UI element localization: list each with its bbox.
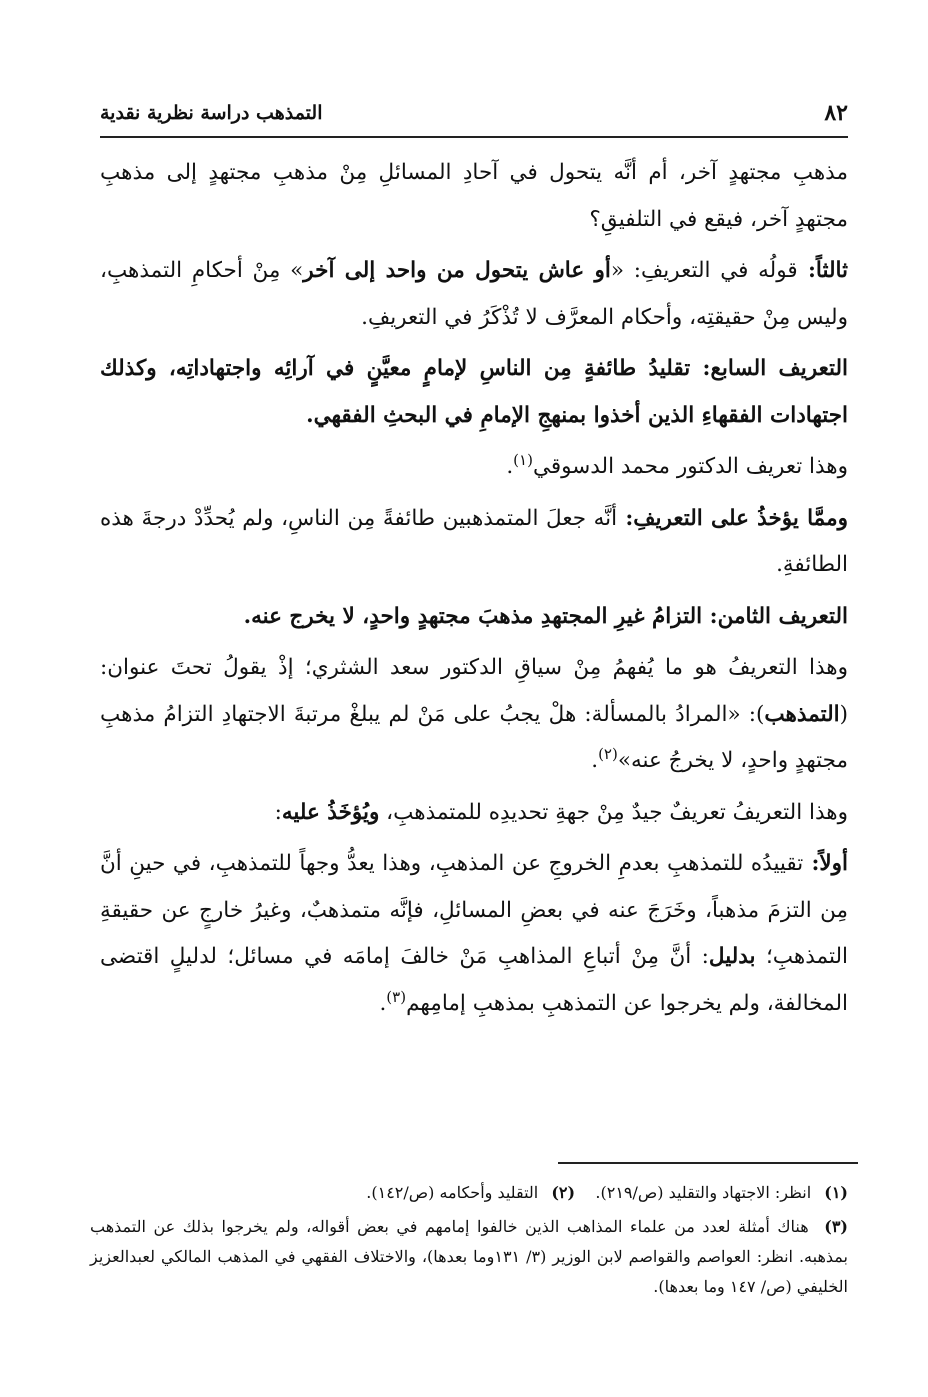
paragraph-4: وهذا تعريف الدكتور محمد الدسوقي$^{(١)}$. — [506, 450, 848, 479]
running-title: التمذهب دراسة نظرية نقدية — [100, 102, 323, 124]
paragraph-2: ثالثاً: قولُه في التعريفِ: «أو عاش يتحول من واحد إلى آخر» مِنْ أحكامِ التمذهبِ، وليس مِنْ حقيقتِه، وأحكام المعرَّف لا تُذْكَرُ في التعريفِ. — [100, 258, 849, 330]
paragraph-1: مذهبِ مجتهدٍ آخر، أم أنَّه يتحول في آحادِ المسائلِ مِنْ مذهبِ مجتهدٍ إلى مذهبِ مجتهدٍ آخر، فيقع في التلفيقِ؟ — [100, 160, 848, 232]
footnotes — [90, 1178, 848, 1306]
page-header — [100, 96, 848, 138]
footnote-divider — [558, 1162, 858, 1164]
main-text — [100, 150, 848, 1032]
paragraph-7: وهذا التعريفُ هو ما يُفهمُ مِنْ سياقِ الدكتور سعد الشثري؛ إذْ يقولُ تحتَ عنوان: (التمذهب): «المرادُ بالمسألة: هلْ يجبُ على مَنْ لم يبلغْ مرتبةَ الاجتهادِ التزامُ مذهبِ مجتهدٍ واحدٍ، لا يخرجُ عنه»$^{(٢)}$. — [100, 655, 848, 773]
page-number: ٨٢ — [824, 100, 848, 126]
paragraph-5: وممَّا يؤخذُ على التعريفِ: أنَّه جعلَ المتمذهبين طائفةً مِن الناسِ، ولم يُحدِّدْ درجةَ هذه الطائفةِ. — [100, 505, 848, 577]
footnote-1-2: (١) انظر: الاجتهاد والتقليد (ص/٢١٩). (٢) التقليد وأحكامه (ص/١٤٢). — [366, 1183, 848, 1202]
footnote-3: (٣) هناك أمثلة لعدد من علماء المذاهب الذين خالفوا إمامهم في بعض أقواله، ولم يخرجوا بذلك عن التمذهب بمذهبه. انظر: العواصم والقواصم لابن الوزير (٣/ ١٣١وما بعدها)، والاختلاف الفقهي في المذهب المالكي لعبدالعزيز الخليفي (ص/ ١٤٧ وما بعدها). — [90, 1217, 848, 1296]
paragraph-9: أولاً: تقييدُه للتمذهبِ بعدمِ الخروجِ عن المذهبِ، وهذا يعدُّ وجهاً للتمذهبِ، في حينِ أنَّ مِن التزمَ مذهباً، وخَرَجَ عنه في بعضِ المسائلِ، فإنَّه متمذهبٌ، وغيرُ خارجٍ عن حقيقةِ التمذهبِ؛ بدليل: أنَّ مِنْ أتباعِ المذاهبِ مَنْ خالفَ إمامَه في مسائل؛ لدليلٍ اقتضى المخالفة، ولم يخرجوا عن التمذهبِ بمذهبِ إمامِهم$^{(٣)}$. — [100, 851, 848, 1016]
footnote-ref-2[interactable]: (٢) — [598, 744, 618, 763]
footnote-ref-3[interactable]: (٣) — [386, 987, 407, 1006]
definition-seven: التعريف السابع: تقليدُ طائفةٍ مِن الناسِ لإمامٍ معيَّنٍ في آرائِه واجتهاداتِه، وكذلك اجتهادات الفقهاءِ الذين أخذوا بمنهجِ الإمامِ في البحثِ الفقهي. — [100, 356, 848, 428]
definition-eight: التعريف الثامن: التزامُ غيرِ المجتهدِ مذهبَ مجتهدٍ واحدٍ، لا يخرج عنه. — [243, 603, 848, 629]
paragraph-8: وهذا التعريفُ تعريفٌ جيدٌ مِنْ جهةِ تحديدِه للمتمذهبِ، ويُؤخَذُ عليه: — [274, 799, 848, 825]
footnote-ref-1[interactable]: (١) — [513, 450, 533, 469]
